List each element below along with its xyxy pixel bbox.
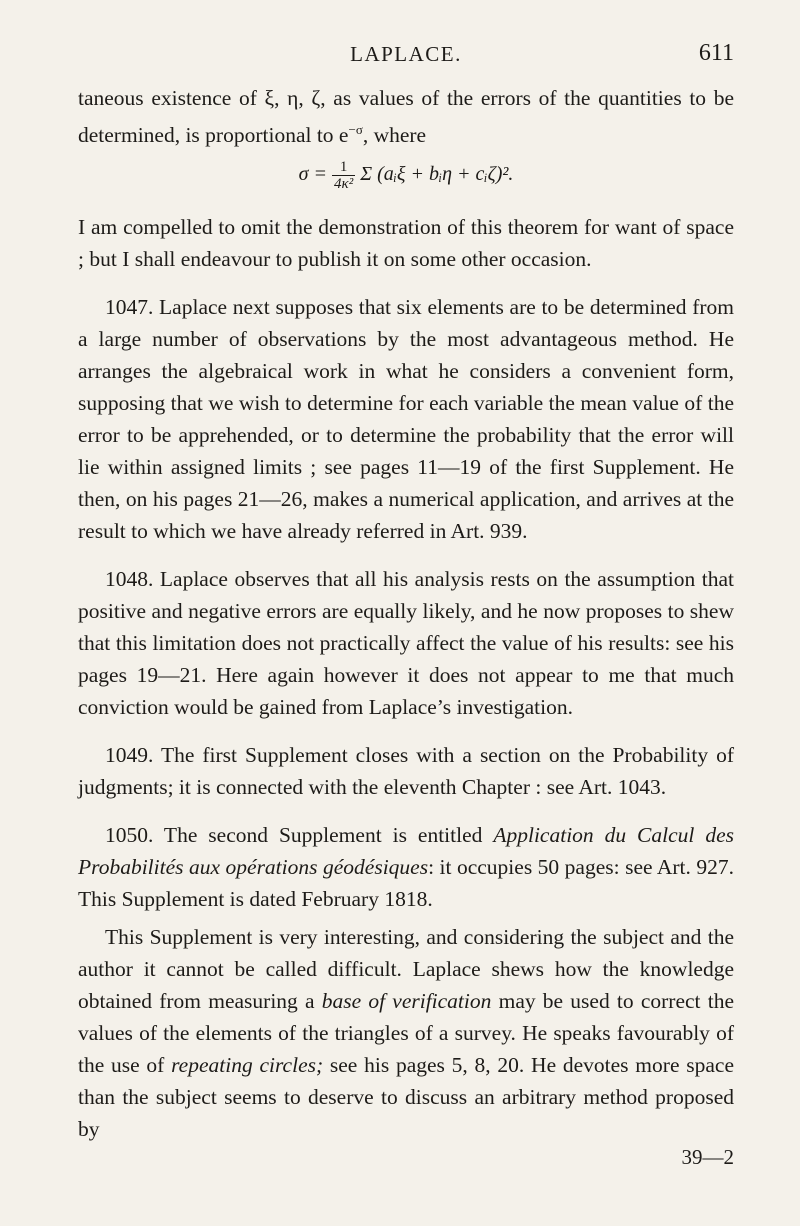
last-text-b: may be used to correct the values of the elements of the triangles of a survey. He speaks favourably of the use of bbox=[78, 989, 734, 1078]
last-italic-1: base of verification bbox=[321, 989, 492, 1014]
intro-text: taneous existence of ξ, η, ζ, as values of the errors of the quantities to be determined, is proportional to e bbox=[78, 86, 734, 148]
formula bbox=[78, 153, 734, 205]
paragraph-1049: 1049. The first Supplement closes with a section on the Probability of judgments; it is connected with the eleventh Chapter : see Art. 1043. bbox=[78, 743, 734, 800]
last-italic-2: repeating circles; bbox=[171, 1053, 324, 1078]
document-page bbox=[78, 38, 734, 1177]
page-number: 611 bbox=[698, 40, 734, 66]
paragraph-supplement bbox=[78, 921, 734, 1145]
running-head bbox=[78, 38, 734, 78]
formula-rhs: Σ (aᵢξ + bᵢη + cᵢζ)². bbox=[360, 163, 514, 186]
signature-mark: 39—2 bbox=[681, 1145, 734, 1170]
formula-fraction bbox=[332, 159, 355, 192]
paragraph-intro bbox=[78, 82, 734, 151]
formula-lhs: σ = bbox=[298, 163, 327, 186]
running-title: LAPLACE. bbox=[350, 42, 462, 66]
paragraph-1047: 1047. Laplace next supposes that six elements are to be determined from a large number of observations by the most advantageous method. He arranges the algebraical work in what he considers a convenient form, supposing that we wish to determine for each variable the mean value of the error to be apprehended, or to determine the probability that the error will lie within assigned limits ; see pages 11—19 of the first Supplement. He then, on his pages 21—26, makes a numerical application, and arrives at the result to which we have already referred in Art. 939. bbox=[78, 295, 734, 544]
intro-text-end: , where bbox=[362, 123, 427, 148]
footer bbox=[78, 1145, 734, 1177]
exponent: −σ bbox=[348, 122, 363, 137]
p1050-text-b: : it occupies 50 pages: see Art. 927. This Supplement is dated February 1818. bbox=[78, 855, 734, 912]
paragraph-omit: I am compelled to omit the demonstration of this theorem for want of space ; but I shall endeavour to publish it on some other occasion. bbox=[78, 215, 734, 272]
last-text-a: This Supplement is very interesting, and considering the subject and the author it cannot be called difficult. Laplace shews how the knowledge obtained from measuring a bbox=[78, 925, 734, 1014]
last-text-c: see his pages 5, 8, 20. He devotes more space than the subject seems to deserve to discuss an arbitrary method proposed by bbox=[78, 1053, 734, 1142]
p1050-text-a: 1050. The second Supplement is entitled bbox=[105, 823, 494, 848]
paragraph-1048: 1048. Laplace observes that all his analysis rests on the assumption that positive and negative errors are equally likely, and he now proposes to shew that this limitation does not practically affect the value of his results: see his pages 19—21. Here again however it does not appear to me that much conviction would be gained from Laplace’s investigation. bbox=[78, 567, 734, 720]
paragraph-1050 bbox=[78, 819, 734, 915]
p1050-title: Application du Calcul des Probabilités aux opérations géodésiques bbox=[78, 823, 734, 880]
fraction-numerator: 1 bbox=[332, 159, 355, 176]
fraction-denominator: 4κ² bbox=[334, 176, 354, 193]
